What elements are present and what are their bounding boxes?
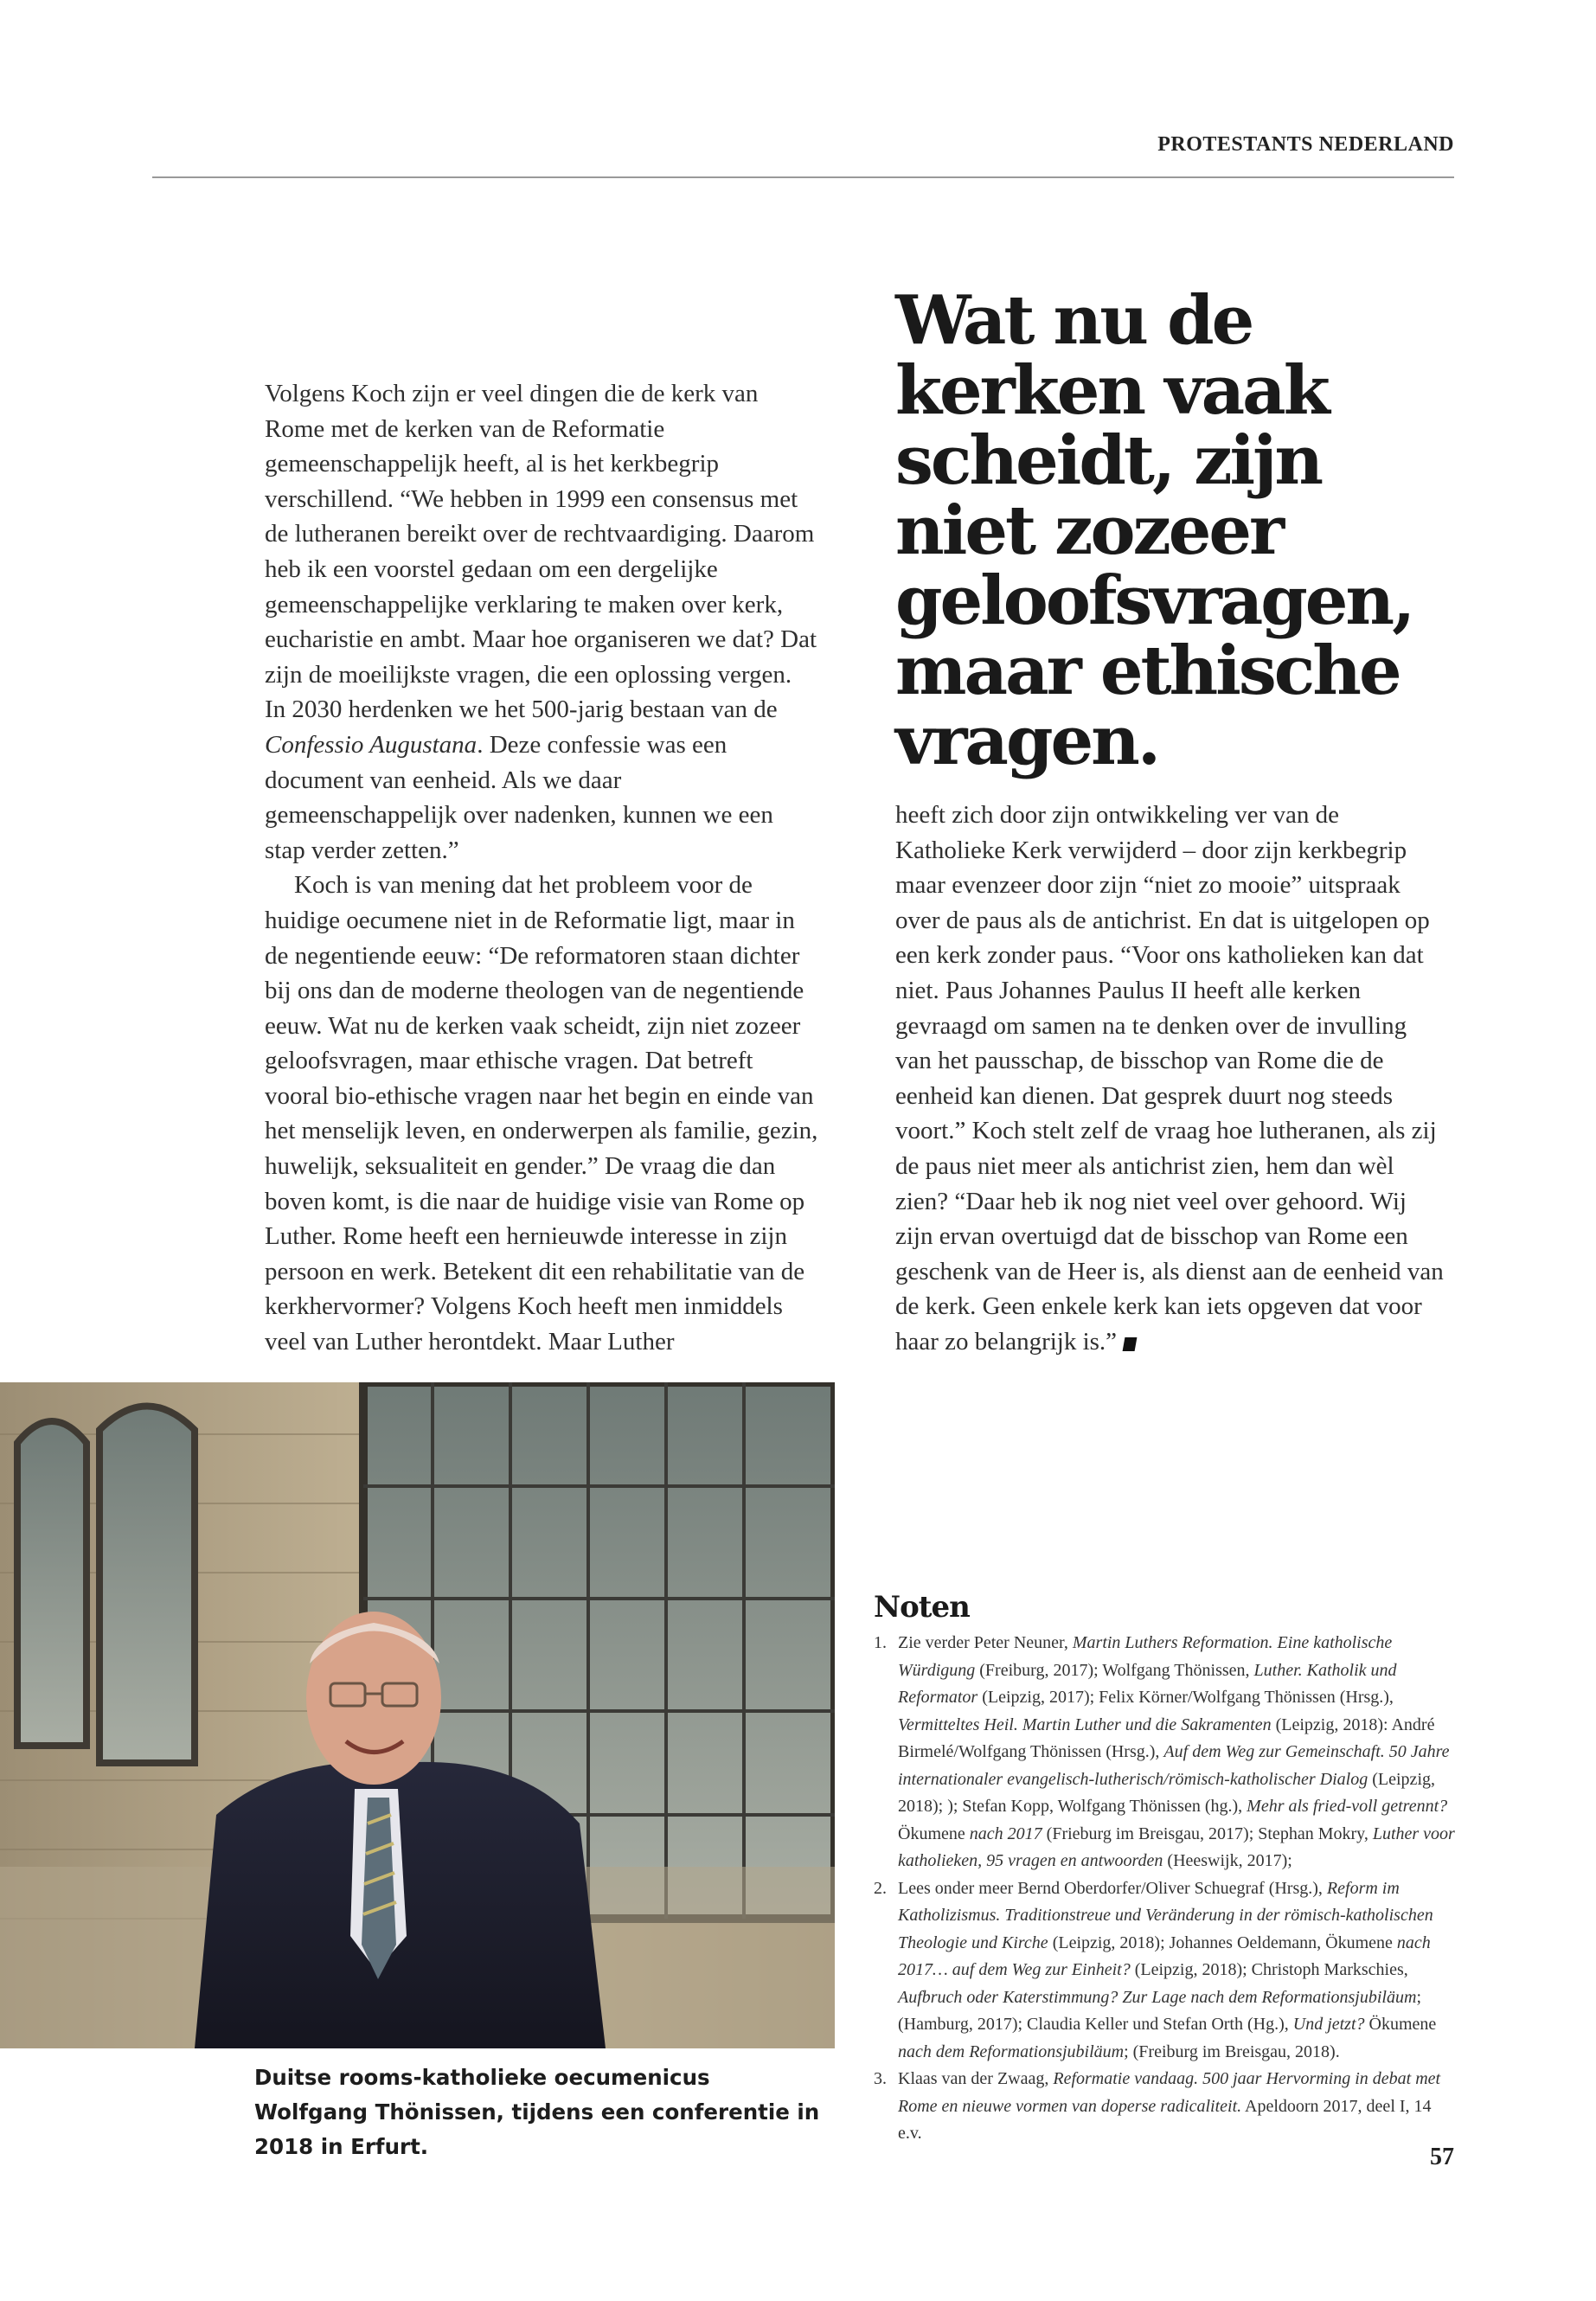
italic-title: Confessio Augustana	[265, 730, 478, 759]
portrait-photo	[0, 1382, 835, 2048]
note-item: 2. Lees onder meer Bernd Oberdorfer/Oliver Schuegraf (Hrsg.), Reform im Katholizismus. Traditionstreue und Veränderung in der römisch-katholischen Theologie und Kirche (Leipzig, 2018); Johannes Oeldemann, Ökumene nach 2017… auf dem Weg zur Einheit? (Leipzig, 2018); Christoph Markschies, Aufbruch oder Katerstimmung? Zur Lage nach dem Reformationsjubiläum; (Hamburg, 2017); Claudia Keller und Stefan Orth (Hg.), Und jetzt? Ökumene nach dem Reformationsjubiläum; (Freiburg im Breisgau, 2018).	[874, 1878, 1437, 2061]
article-right-column	[895, 798, 1449, 1360]
paragraph: Koch is van mening dat het probleem voor de huidige oecumene niet in de Reformatie ligt, maar in de negentiende eeuw: “De reformatoren staan dichter bij ons dan de moderne theologen van de negentiende eeuw. Wat nu de kerken vaak scheidt, zijn niet zozeer geloofsvragen, maar ethische vragen. Dat betreft vooral bio-ethische vragen naar het begin en einde van het menselijk leven, en onderwerpen als familie, gezin, huwelijk, seksualiteit en gender.” De vraag die dan boven komt, is die naar de huidige visie van Rome op Luther. Rome heeft een hernieuwde interesse in zijn persoon en werk. Betekent dit een rehabilitatie van de kerkhervormer? Volgens Koch heeft men inmiddels veel van Luther herontdekt. Maar Luther	[265, 871, 818, 1356]
photo-caption: Duitse rooms-katholieke oecumenicus Wolfgang Thönissen, tijdens een conferentie in 2018 in Erfurt.	[254, 2065, 820, 2159]
photo-illustration	[0, 1382, 835, 2048]
notes-list	[874, 1630, 1458, 2148]
paragraph: heeft zich door zijn ontwikkeling ver van de Katholieke Kerk verwijderd – door zijn kerkbegrip maar evenzeer door zijn “niet zo mooie” uitspraak over de paus als de antichrist. En dat is uitgelopen op een kerk zonder paus. “Voor ons katholieken kan dat niet. Paus Johannes Paulus II heeft alle kerken gevraagd om samen na te denken over de invulling van het pausschap, de bisschop van Rome die de eenheid kan dienen. Dat gesprek duurt nog steeds voort.” Koch stelt zelf de vraag hoe lutheranen, als zij de paus niet meer als antichrist zien, hem dan wèl zien? “Daar heb ik nog niet veel over gehoord. Wij zijn ervan overtuigd dat de bisschop van Rome een geschenk van de Heer is, als dienst aan de eenheid van de kerk. Geen enkele kerk kan iets opgeven dat voor haar zo belangrijk is.”	[895, 801, 1444, 1356]
footnotes	[874, 1590, 1458, 2148]
pull-quote: Wat nu de kerken vaak scheidt, zijn niet zozeer geloofsvragen, maar ethische vragen.	[895, 281, 1413, 780]
article-left-column	[265, 376, 818, 1360]
note-item: 3. Klaas van der Zwaag, Reformatie vandaag. 500 jaar Hervorming in debat met Rome en nieuwe vormen van doperse radicaliteit. Apeldoorn 2017, deel I, 14 e.v.	[874, 2069, 1441, 2143]
end-of-article-mark	[1123, 1337, 1138, 1351]
note-item: 1. Zie verder Peter Neuner, Martin Luthers Reformation. Eine katholische Würdigung (Freiburg, 2017); Wolfgang Thönissen, Luther. Katholik und Reformator (Leipzig, 2017); Felix Körner/Wolfgang Thönissen (Hrsg.), Vermitteltes Heil. Martin Luther und die Sakramenten (Leipzig, 2018): André Birmelé/Wolfgang Thönissen (Hrsg.), Auf dem Weg zur Gemeinschaft. 50 Jahre internationaler evangelisch-lutherisch/römisch-katholischer Dialog (Leipzig, 2018); ); Stefan Kopp, Wolfgang Thönissen (hg.), Mehr als fried-voll getrennt? Ökumene nach 2017 (Frieburg im Breisgau, 2017); Stephan Mokry, Luther voor katholieken, 95 vragen en antwoorden (Heeswijk, 2017);	[874, 1633, 1455, 1870]
page-number: 57	[1430, 2144, 1454, 2170]
section-title: PROTESTANTS NEDERLAND	[1157, 133, 1454, 156]
notes-heading: Noten	[874, 1590, 970, 1625]
paragraph: Volgens Koch zijn er veel dingen die de kerk van Rome met de kerken van de Reformatie gemeenschappelijk heeft, al is het kerkbegrip verschillend. “We hebben in 1999 een consensus met de lutheranen bereikt over de rechtvaardiging. Daarom heb ik een voorstel gedaan om een dergelijke gemeenschappelijke verklaring te maken over kerk, eucharistie en ambt. Maar hoe organiseren we dat? Dat zijn de moeilijkste vragen, die een oplossing vergen. In 2030 herdenken we het 500-jarig bestaan van de Confessio Augustana. Deze confessie was een document van eenheid. Als we daar gemeenschappelijk over nadenken, kunnen we een stap verder zetten.”	[265, 380, 817, 864]
running-header	[152, 130, 1454, 178]
